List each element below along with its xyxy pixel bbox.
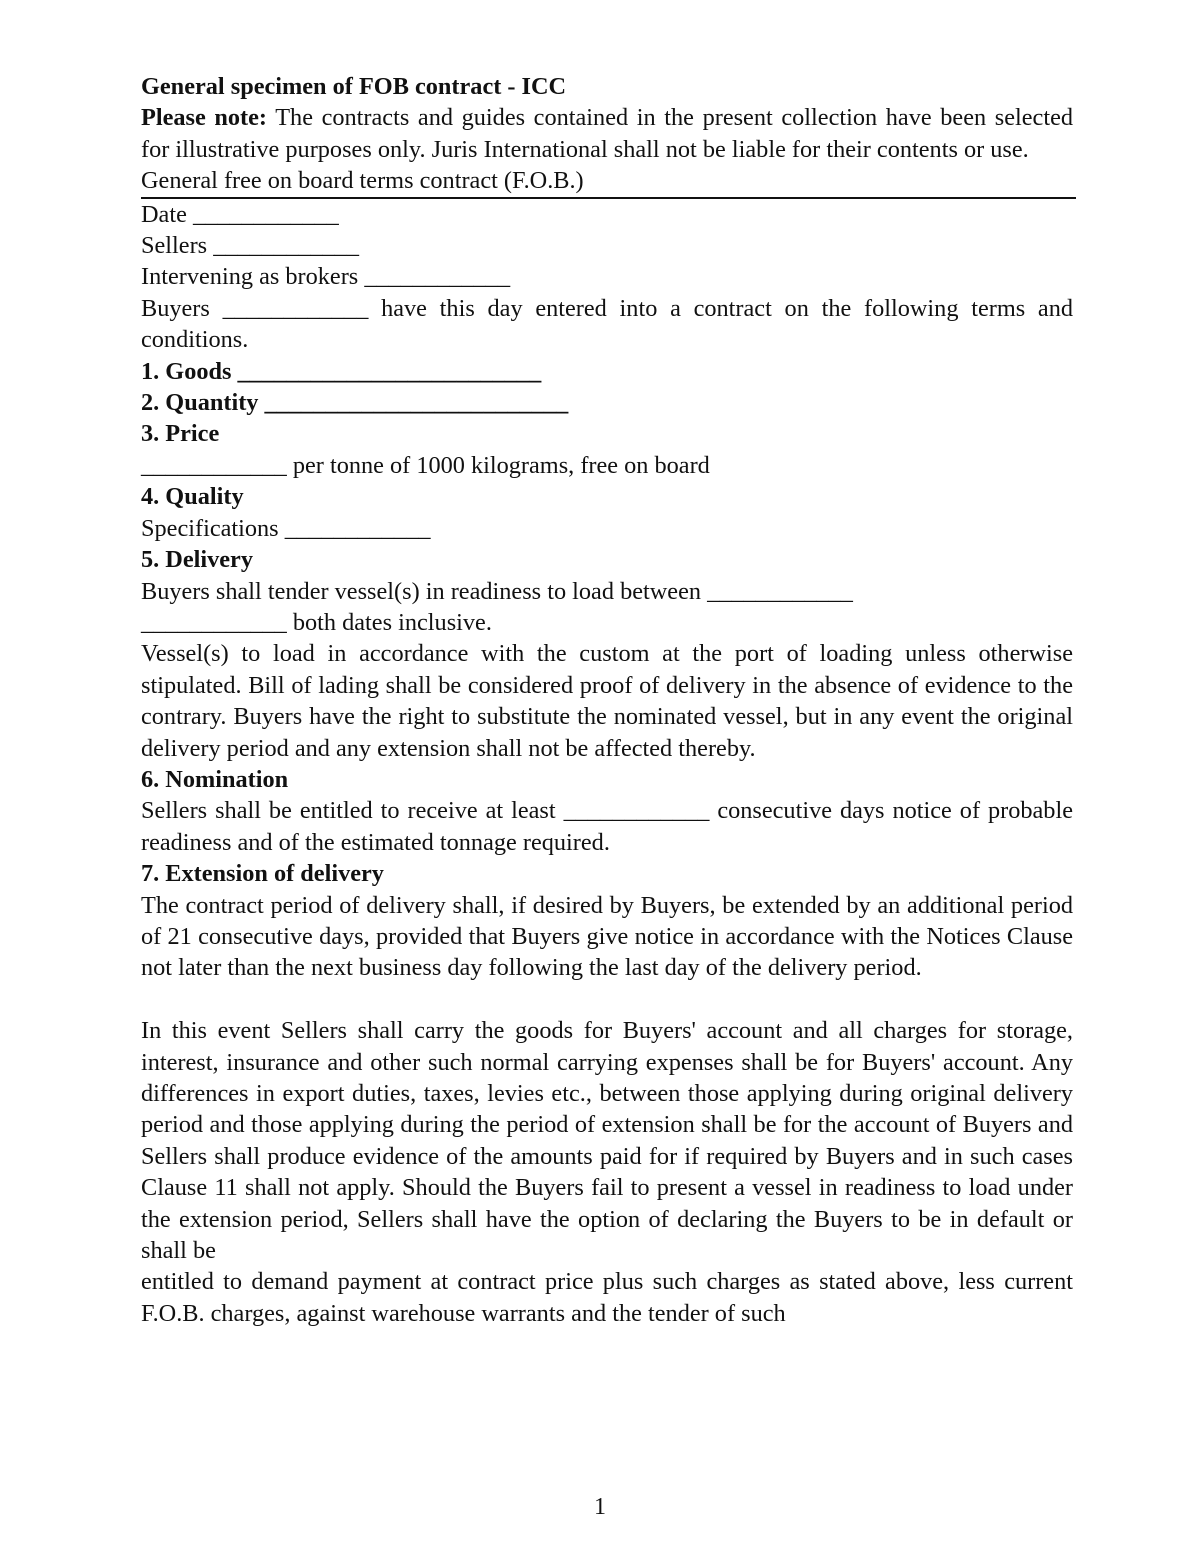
sellers-field: Sellers ____________ bbox=[141, 232, 359, 260]
contract-subtitle: General free on board terms contract (F.O.B.) bbox=[141, 165, 1076, 198]
section-delivery-heading: 5. Delivery bbox=[141, 546, 253, 574]
note-label: Please note: bbox=[141, 104, 268, 132]
section-quality-heading: 4. Quality bbox=[141, 483, 244, 511]
delivery-line-1: Buyers shall tender vessel(s) in readiness to load between ____________ bbox=[141, 577, 853, 605]
nomination-text: Sellers shall be entitled to receive at least ____________ consecutive days notice of probable readiness and of the estimated tonnage required. bbox=[141, 797, 1073, 856]
section-extension-heading: 7. Extension of delivery bbox=[141, 860, 384, 888]
extension-paragraph-1: The contract period of delivery shall, if desired by Buyers, be extended by an additional period of 21 consecutive days, provided that Buyers give notice in accordance with the Notices Clause not later than the next business day following the last day of the delivery period. bbox=[141, 891, 1073, 982]
note-paragraph bbox=[141, 102, 1073, 165]
paragraph-gap bbox=[141, 984, 1073, 1015]
section-goods-heading: 1. Goods _________________________ bbox=[141, 357, 542, 385]
quality-text: Specifications ____________ bbox=[141, 514, 431, 542]
delivery-paragraph: Vessel(s) to load in accordance with the custom at the port of loading unless otherwise stipulated. Bill of lading shall be considered proof of delivery in the absence of evidence to the contrary. Buyers have the right to substitute the nominated vessel, but in any event the original delivery period and any extension shall not be affected thereby. bbox=[141, 640, 1073, 762]
section-nomination-heading: 6. Nomination bbox=[141, 765, 289, 793]
section-price-heading: 3. Price bbox=[141, 420, 220, 448]
extension-paragraph-3: entitled to demand payment at contract price plus such charges as stated above, less current F.O.B. charges, against warehouse warrants and the tender of such bbox=[141, 1268, 1073, 1327]
date-field: Date ____________ bbox=[141, 200, 339, 228]
document-title: General specimen of FOB contract - ICC bbox=[141, 73, 567, 100]
buyers-field: Buyers ____________ have this day entered into a contract on the following terms and conditions. bbox=[141, 294, 1073, 354]
delivery-line-2: ____________ both dates inclusive. bbox=[141, 608, 492, 636]
section-quantity-heading: 2. Quantity _________________________ bbox=[141, 389, 569, 417]
document-page bbox=[141, 71, 1073, 1329]
extension-paragraph-2: In this event Sellers shall carry the goods for Buyers' account and all charges for storage, interest, insurance and other such normal carrying expenses shall be for Buyers' account. Any differences in export duties, taxes, levies etc., between those applying during original delivery period and those applying during the period of extension shall be for the account of Buyers and Sellers shall produce evidence of the amounts paid for if required by Buyers and in such cases Clause 11 shall not apply. Should the Buyers fail to present a vessel in readiness to load under the extension period, Sellers shall have the option of declaring the Buyers to be in default or shall be bbox=[141, 1017, 1073, 1265]
price-text: ____________ per tonne of 1000 kilograms, free on board bbox=[141, 451, 710, 479]
note-text: The contracts and guides contained in the present collection have been selected for illustrative purposes only. Juris International shall not be liable for their contents or use. bbox=[141, 104, 1073, 163]
page-number: 1 bbox=[594, 1494, 606, 1520]
brokers-field: Intervening as brokers ____________ bbox=[141, 263, 511, 291]
